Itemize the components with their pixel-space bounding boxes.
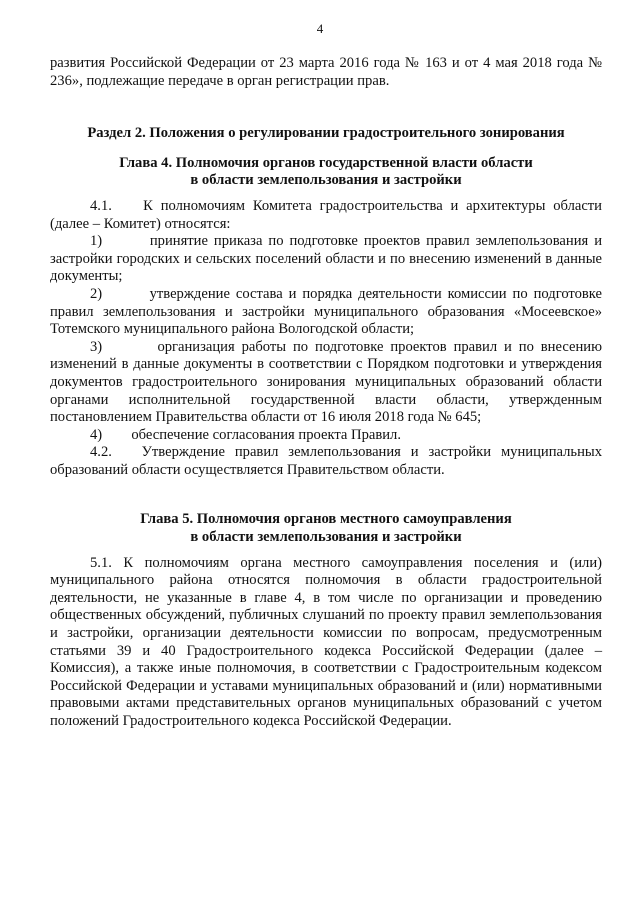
chapter-4-body bbox=[50, 198, 602, 480]
document-body bbox=[50, 55, 602, 731]
chapter-4-title-line-2: в области землепользования и застройки bbox=[190, 172, 462, 189]
paragraph-4-2: 4.2. Утверждение правил землепользования и застройки муниципальных образований области осуществляется Правительством области. bbox=[50, 444, 602, 478]
list-item-2: 2) утверждение состава и порядка деятельности комиссии по подготовке правил землепользования и застройки муниципального образования «Мосеевское» Тотемского муниципального района Вологодской области; bbox=[50, 285, 602, 338]
list-item-4: 4) обеспечение согласования проекта Правил. bbox=[90, 426, 401, 443]
list-item-1: 1) принятие приказа по подготовке проектов правил землепользования и застройки городских и сельских поселений области и по внесению изменений в данные документы; bbox=[50, 233, 602, 285]
chapter-5-heading bbox=[50, 511, 602, 546]
list-item-3: 3) организация работы по подготовке проектов правил и по внесению изменений в данные документы в соответствии с Порядком подготовки и утверждения документов градостроительного зонирования муниципальных образований области органами исполнительной государственной власти области, утвержденным постановлением Правительства области от 16 июля 2018 года № 645; bbox=[50, 338, 602, 426]
chapter-5-title-line-1: Глава 5. Полномочия органов местного самоуправления bbox=[140, 511, 512, 528]
chapter-4-title-line-1: Глава 4. Полномочия органов государственной власти области bbox=[119, 154, 533, 171]
page-number: 4 bbox=[316, 21, 324, 36]
section-2-title: Раздел 2. Положения о регулировании градостроительного зонирования bbox=[87, 125, 565, 142]
chapter-5-title-line-2: в области землепользования и застройки bbox=[190, 529, 462, 546]
intro-paragraph: развития Российской Федерации от 23 марта 2016 года № 163 и от 4 мая 2018 года № 236», подлежащие передаче в орган регистрации прав. bbox=[50, 55, 602, 89]
paragraph-4-1: 4.1. К полномочиям Комитета градостроительства и архитектуры области (далее – Комитет) относятся: bbox=[50, 197, 602, 232]
paragraph-5-1: 5.1. К полномочиям органа местного самоуправления поселения и (или) муниципального района относятся полномочия в области градостроительной деятельности, не указанные в главе 4, в том числе по организации и проведению общественных обсуждений, публичных слушаний по проекту правил землепользования и застройки, организации деятельности комиссии по вопросам, предусмотренным статьями 39 и 40 Градостроительного кодекса Российской Федерации (далее – Комиссия), а также иные полномочия, в соответствии с Градостроительным кодексом Российской Федерации и уставами муниципальных образований и (или) нормативными правовыми актами представительных органов муниципальных образований с учетом положений Градостроительного кодекса Российской Федерации. bbox=[50, 554, 602, 729]
chapter-4-heading bbox=[50, 155, 602, 190]
chapter-5-body bbox=[50, 555, 602, 731]
